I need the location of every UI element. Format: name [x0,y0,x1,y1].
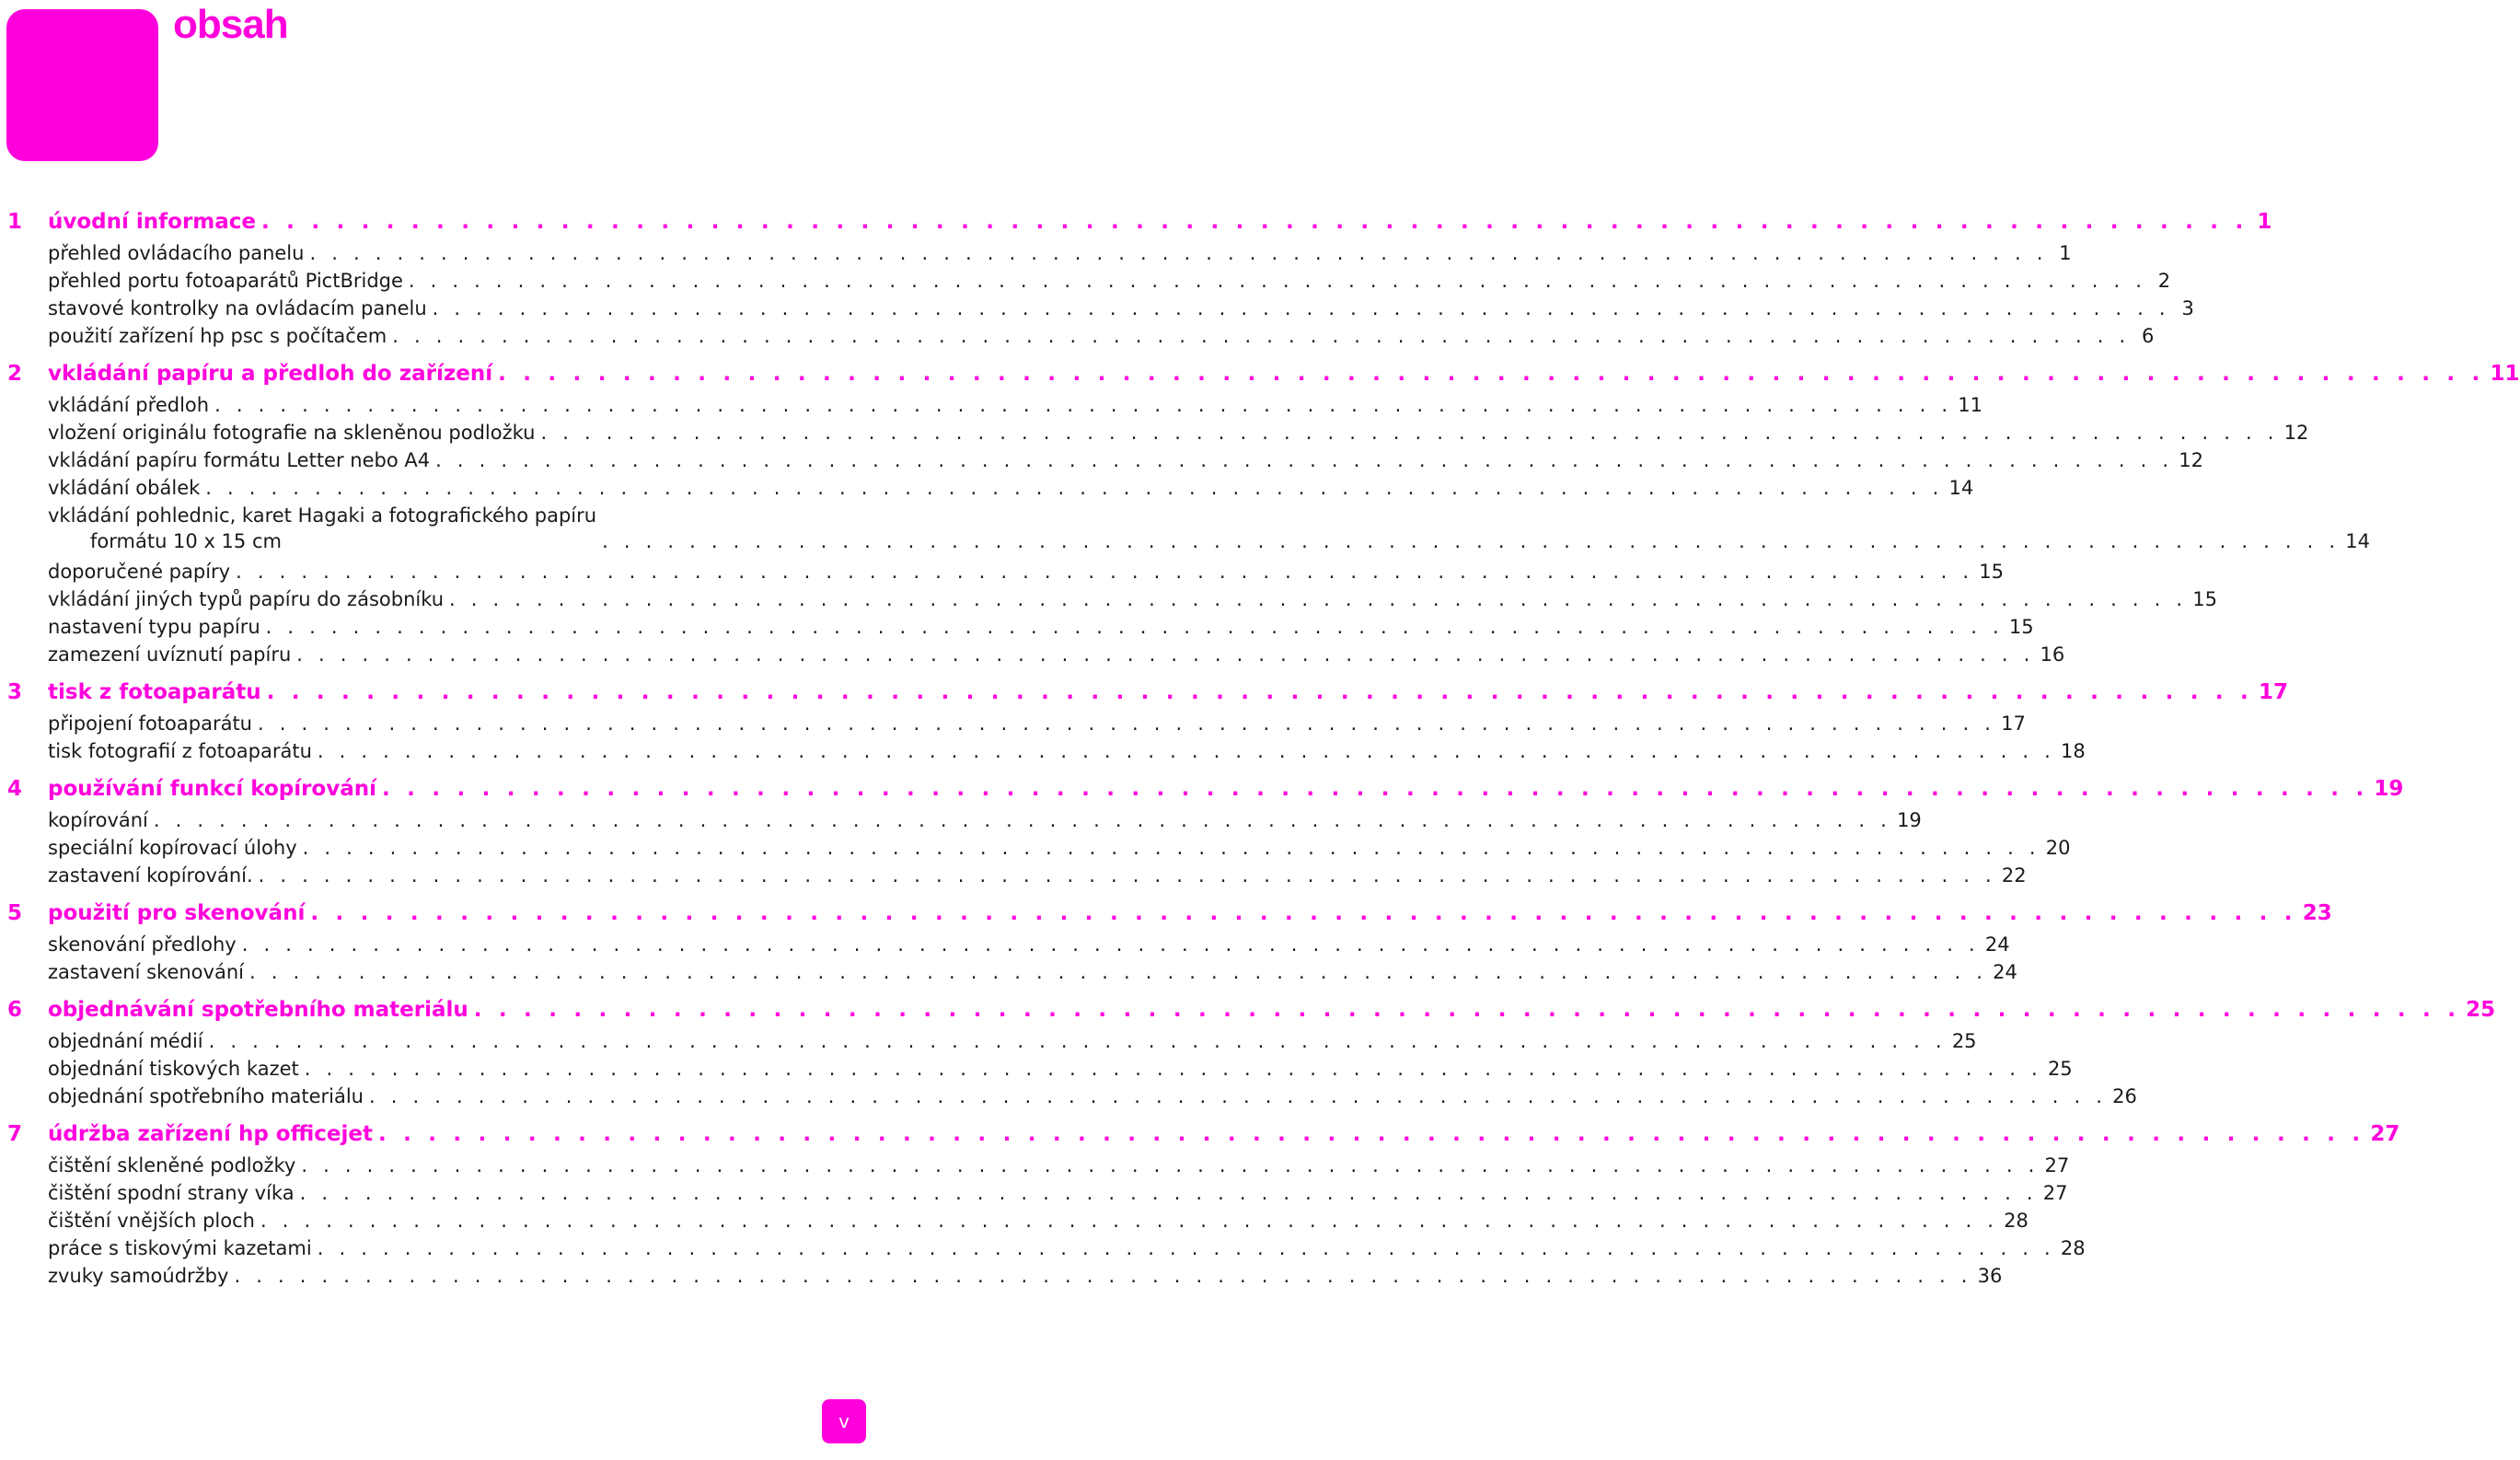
dot-leader: . . . . . . . . . . . . . . . . . . . . . . . . . . . . . . . . . . . . . . . . . . . . . . . . . . . . . . . . . . . . . . . . . . . . . . . . . . . . . . . . [432,297,2170,319]
toc-entry[interactable] [0,933,2010,961]
toc-entry[interactable] [0,961,2017,989]
page-number: 3 [2181,297,2194,319]
page-number: 14 [1948,477,1974,499]
dot-leader: . . . . . . . . . . . . . . . . . . . . . . . . . . . . . . . . . . . . . . . . . . . . . . . . . . . . . . . . . . . . . . . . . . . . . . . . . . . . . . . . [382,777,2369,801]
toc-entry-line [48,242,2072,264]
chapter-number: 2 [7,362,23,386]
page-number: 14 [2345,530,2370,552]
dot-leader: . . . . . . . . . . . . . . . . . . . . . . . . . . . . . . . . . . . . . . . . . . . . . . . . . . . . . . . . . . . . . . . . . . . . . . . . . . . . . . . . [309,242,2048,264]
entry-label: připojení fotoaparátu [48,713,252,735]
chapter-title: použití pro skenování [48,901,306,925]
page-number: 25 [2047,1058,2073,1080]
page-number: 25 [1951,1030,1977,1052]
toc-entry[interactable] [0,504,2370,552]
toc-chapter[interactable] [0,901,2332,929]
chapter-number: 1 [7,210,23,234]
toc-entry-line [48,864,2027,886]
page-number: 15 [1979,561,2005,583]
toc-entry-line [48,837,2071,859]
dot-leader: . . . . . . . . . . . . . . . . . . . . . . . . . . . . . . . . . . . . . . . . . . . . . . . . . . . . . . . . . . . . . . . . . . . . . . . . . . . . . . . . [540,422,2279,444]
page-number: 36 [1977,1265,2003,1287]
toc-entry[interactable] [0,864,2027,892]
toc-entry[interactable] [0,394,1982,422]
dot-leader: . . . . . . . . . . . . . . . . . . . . . . . . . . . . . . . . . . . . . . . . . . . . . . . . . . . . . . . . . . . . . . . . . . . . . . . . . . . . . . . . [310,901,2297,925]
page-number: 27 [2370,1122,2400,1146]
toc-entry-line [48,1058,2073,1080]
toc-entry-line [48,933,2010,956]
toc-entry-line [48,1122,2400,1146]
chapter-title: vkládání papíru a předloh do zařízení [48,362,493,386]
page-number: 24 [1984,933,2010,956]
toc-chapter[interactable] [0,210,2272,238]
toc-entry[interactable] [0,588,2217,616]
toc-entry[interactable] [0,449,2204,477]
entry-label: čištění vnějších ploch [48,1210,255,1232]
page-number: 1 [2257,210,2272,234]
toc-entry-line [48,561,2005,583]
entry-label: tisk fotografií z fotoaparátu [48,740,312,762]
entry-label: doporučené papíry [48,561,231,583]
dot-leader: . . . . . . . . . . . . . . . . . . . . . . . . . . . . . . . . . . . . . . . . . . . . . . . . . . . . . . . . . . . . . . . . . . . . . . . . . . . . . . . . [392,325,2131,347]
dot-leader: . . . . . . . . . . . . . . . . . . . . . . . . . . . . . . . . . . . . . . . . . . . . . . . . . . . . . . . . . . . . . . . . . . . . . . . . . . . . . . . . [236,561,1974,583]
toc-entry-line [48,998,2496,1022]
page-number: 2 [2157,270,2171,292]
page-number: 16 [2040,643,2065,666]
dot-leader: . . . . . . . . . . . . . . . . . . . . . . . . . . . . . . . . . . . . . . . . . . . . . . . . . . . . . . . . . . . . . . . . . . . . . . . . . . . . . . . . [368,1085,2108,1107]
entry-label-continued: formátu 10 x 15 cm [90,530,282,552]
entry-label: čištění skleněné podložky [48,1154,296,1176]
page-number: 12 [2283,422,2309,444]
page-number: 19 [1897,809,1922,831]
toc-entry-line [48,362,2520,386]
toc-entry[interactable] [0,1085,2137,1113]
entry-label: vkládání papíru formátu Letter nebo A4 [48,449,431,471]
toc-entry-line [48,1237,2086,1259]
toc-entry-line [48,713,2026,735]
page-number: 27 [2044,1154,2070,1176]
toc-entry[interactable] [0,1058,2073,1085]
dot-leader: . . . . . . . . . . . . . . . . . . . . . . . . . . . . . . . . . . . . . . . . . . . . . . . . . . . . . . . . . . . . . . . . . . . . . . . . . . . . . . . . [258,713,1996,735]
toc-entry-line [48,1154,2070,1176]
entry-label: skenování předlohy [48,933,237,956]
toc-chapter[interactable] [0,362,2520,389]
toc-entry[interactable] [0,242,2072,270]
page-number: 22 [2001,864,2027,886]
toc-entry[interactable] [0,1154,2070,1182]
chapter-number: 3 [7,680,23,704]
page-number: 27 [2042,1182,2068,1204]
page-number: 19 [2374,777,2404,801]
toc-entry[interactable] [0,477,1974,504]
entry-label: stavové kontrolky na ovládacím panelu [48,297,427,319]
dot-leader: . . . . . . . . . . . . . . . . . . . . . . . . . . . . . . . . . . . . . . . . . . . . . . . . . . . . . . . . . . . . . . . . . . . . . . . . . . . . . . . . [208,1030,1947,1052]
toc-entry-line [48,809,1922,831]
chapter-title: údržba zařízení hp officejet [48,1122,373,1146]
toc-entry-line [48,422,2309,444]
toc-entry-line [48,1030,1977,1052]
entry-label: nastavení typu papíru [48,616,260,638]
toc-chapter[interactable] [0,1122,2400,1150]
toc-entry[interactable] [0,1210,2029,1237]
dot-leader: . . . . . . . . . . . . . . . . . . . . . . . . . . . . . . . . . . . . . . . . . . . . . . . . . . . . . . . . . . . . . . . . . . . . . . . . . . . . . . . . [258,864,1996,886]
dot-leader: . . . . . . . . . . . . . . . . . . . . . . . . . . . . . . . . . . . . . . . . . . . . . . . . . . . . . . . . . . . . . . . . . . . . . . . . . . . . . . . . [214,394,1953,416]
toc-entry[interactable] [0,297,2194,325]
chapter-number: 6 [7,998,23,1022]
dot-leader: . . . . . . . . . . . . . . . . . . . . . . . . . . . . . . . . . . . . . . . . . . . . . . . . . . . . . . . . . . . . . . . . . . . . . . . . . . . . . . . . [602,530,2341,552]
page-number: 12 [2179,449,2204,471]
toc-entry-line [48,643,2065,666]
entry-label: použití zařízení hp psc s počítačem [48,325,387,347]
dot-leader: . . . . . . . . . . . . . . . . . . . . . . . . . . . . . . . . . . . . . . . . . . . . . . . . . . . . . . . . . . . . . . . . . . . . . . . . . . . . . . . . [241,933,1980,956]
toc-entry-line [48,588,2217,610]
entry-label: vkládání jiných typů papíru do zásobníku [48,588,445,610]
page-number: 15 [2008,616,2034,638]
page-number: 20 [2045,837,2071,859]
chapter-number: 4 [7,777,23,801]
page-number: 25 [2466,998,2496,1022]
chapter-title: tisk z fotoaparátu [48,680,261,704]
dot-leader: . . . . . . . . . . . . . . . . . . . . . . . . . . . . . . . . . . . . . . . . . . . . . . . . . . . . . . . . . . . . . . . . . . . . . . . . . . . . . . . . [449,588,2188,610]
page-number: 17 [2258,680,2288,704]
page-number: 11 [2490,362,2520,386]
entry-label: zastavení skenování [48,961,244,983]
dot-leader: . . . . . . . . . . . . . . . . . . . . . . . . . . . . . . . . . . . . . . . . . . . . . . . . . . . . . . . . . . . . . . . . . . . . . . . . . . . . . . . . [408,270,2147,292]
toc-entry-line [48,961,2017,983]
dot-leader: . . . . . . . . . . . . . . . . . . . . . . . . . . . . . . . . . . . . . . . . . . . . . . . . . . . . . . . . . . . . . . . . . . . . . . . . . . . . . . . . [301,1154,2040,1176]
toc-entry[interactable] [0,616,2034,643]
dot-leader: . . . . . . . . . . . . . . . . . . . . . . . . . . . . . . . . . . . . . . . . . . . . . . . . . . . . . . . . . . . . . . . . . . . . . . . . . . . . . . . . [377,1122,2365,1146]
toc-entry-line [48,1265,2003,1287]
toc-chapter[interactable] [0,998,2496,1025]
dot-leader: . . . . . . . . . . . . . . . . . . . . . . . . . . . . . . . . . . . . . . . . . . . . . . . . . . . . . . . . . . . . . . . . . . . . . . . . . . . . . . . . [302,837,2040,859]
dot-leader: . . . . . . . . . . . . . . . . . . . . . . . . . . . . . . . . . . . . . . . . . . . . . . . . . . . . . . . . . . . . . . . . . . . . . . . . . . . . . . . . [153,809,1892,831]
entry-label: vkládání předloh [48,394,210,416]
entry-label: práce s tiskovými kazetami [48,1237,312,1259]
dot-leader: . . . . . . . . . . . . . . . . . . . . . . . . . . . . . . . . . . . . . . . . . . . . . . . . . . . . . . . . . . . . . . . . . . . . . . . . . . . . . . . . [299,1182,2038,1204]
chapter-title: úvodní informace [48,210,257,234]
chapter-number: 7 [7,1122,23,1146]
entry-label: kopírování [48,809,148,831]
page-number: 26 [2112,1085,2137,1107]
corner-color-block [6,9,158,161]
page-number: 28 [2060,1237,2086,1259]
page-number: 6 [2142,325,2155,347]
toc-entry-line [48,449,2204,471]
page-number: 28 [2004,1210,2029,1232]
toc-entry-line [48,394,1982,416]
entry-label: speciální kopírovací úlohy [48,837,297,859]
toc-entry-line [48,1182,2068,1204]
page-number: 17 [2001,713,2026,735]
toc-entry-line [48,325,2155,347]
toc-entry-line [48,1210,2029,1232]
entry-label: přehled portu fotoaparátů PictBridge [48,270,403,292]
entry-label: zvuky samoúdržby [48,1265,229,1287]
dot-leader: . . . . . . . . . . . . . . . . . . . . . . . . . . . . . . . . . . . . . . . . . . . . . . . . . . . . . . . . . . . . . . . . . . . . . . . . . . . . . . . . [266,680,2253,704]
entry-label: objednání médií [48,1030,203,1052]
entry-label: čištění spodní strany víka [48,1182,295,1204]
toc-entry-line [48,740,2086,762]
toc-entry[interactable] [0,1265,2003,1292]
entry-label: přehled ovládacího panelu [48,242,305,264]
toc-entry[interactable] [0,1237,2086,1265]
dot-leader: . . . . . . . . . . . . . . . . . . . . . . . . . . . . . . . . . . . . . . . . . . . . . . . . . . . . . . . . . . . . . . . . . . . . . . . . . . . . . . . . [261,210,2248,234]
toc-entry-line [48,270,2171,292]
page-number: 11 [1958,394,1982,416]
toc-entry[interactable] [0,325,2155,353]
toc-chapter[interactable] [0,777,2404,805]
page-number: 24 [1993,961,2017,983]
dot-leader: . . . . . . . . . . . . . . . . . . . . . . . . . . . . . . . . . . . . . . . . . . . . . . . . . . . . . . . . . . . . . . . . . . . . . . . . . . . . . . . . [498,362,2485,386]
toc-entry-line [48,901,2332,925]
toc-entry-line [48,504,2370,552]
chapter-title: používání funkcí kopírování [48,777,377,801]
dot-leader: . . . . . . . . . . . . . . . . . . . . . . . . . . . . . . . . . . . . . . . . . . . . . . . . . . . . . . . . . . . . . . . . . . . . . . . . . . . . . . . . [265,616,2004,638]
dot-leader: . . . . . . . . . . . . . . . . . . . . . . . . . . . . . . . . . . . . . . . . . . . . . . . . . . . . . . . . . . . . . . . . . . . . . . . . . . . . . . . . [435,449,2174,471]
toc-entry-line [48,1085,2137,1107]
dot-leader: . . . . . . . . . . . . . . . . . . . . . . . . . . . . . . . . . . . . . . . . . . . . . . . . . . . . . . . . . . . . . . . . . . . . . . . . . . . . . . . . [296,643,2035,666]
toc-entry[interactable] [0,740,2086,768]
toc-entry[interactable] [0,561,2005,588]
page-number: 18 [2061,740,2086,762]
dot-leader: . . . . . . . . . . . . . . . . . . . . . . . . . . . . . . . . . . . . . . . . . . . . . . . . . . . . . . . . . . . . . . . . . . . . . . . . . . . . . . . . [317,740,2056,762]
page-number: 1 [2059,242,2072,264]
toc-entry-line [48,616,2034,638]
toc-entry-line [48,210,2272,234]
chapter-number: 5 [7,901,23,925]
dot-leader: . . . . . . . . . . . . . . . . . . . . . . . . . . . . . . . . . . . . . . . . . . . . . . . . . . . . . . . . . . . . . . . . . . . . . . . . . . . . . . . . [473,998,2461,1022]
toc-entry-line [48,777,2404,801]
toc-entry[interactable] [0,809,1922,837]
toc-entry-line [48,297,2194,319]
dot-leader: . . . . . . . . . . . . . . . . . . . . . . . . . . . . . . . . . . . . . . . . . . . . . . . . . . . . . . . . . . . . . . . . . . . . . . . . . . . . . . . . [317,1237,2055,1259]
toc-entry[interactable] [0,643,2065,671]
toc-entry-line [48,680,2288,704]
toc-entry[interactable] [0,837,2071,864]
page-title: obsah [173,2,288,47]
dot-leader: . . . . . . . . . . . . . . . . . . . . . . . . . . . . . . . . . . . . . . . . . . . . . . . . . . . . . . . . . . . . . . . . . . . . . . . . . . . . . . . . [260,1210,1999,1232]
dot-leader: . . . . . . . . . . . . . . . . . . . . . . . . . . . . . . . . . . . . . . . . . . . . . . . . . . . . . . . . . . . . . . . . . . . . . . . . . . . . . . . . [304,1058,2042,1080]
toc-entry[interactable] [0,713,2026,740]
entry-label: zamezení uvíznutí papíru [48,643,292,666]
toc-entry[interactable] [0,270,2171,297]
page-number: 23 [2302,901,2332,925]
entry-label: zastavení kopírování. [48,864,253,886]
page-number-badge: v [822,1399,866,1443]
toc-entry-line [48,477,1974,499]
toc-entry[interactable] [0,1030,1977,1058]
entry-label: objednání spotřebního materiálu [48,1085,364,1107]
entry-label: vkládání obálek [48,477,201,499]
entry-label: vložení originálu fotografie na skleněnou podložku [48,422,536,444]
toc-chapter[interactable] [0,680,2288,708]
dot-leader: . . . . . . . . . . . . . . . . . . . . . . . . . . . . . . . . . . . . . . . . . . . . . . . . . . . . . . . . . . . . . . . . . . . . . . . . . . . . . . . . [234,1265,1972,1287]
dot-leader: . . . . . . . . . . . . . . . . . . . . . . . . . . . . . . . . . . . . . . . . . . . . . . . . . . . . . . . . . . . . . . . . . . . . . . . . . . . . . . . . [205,477,1944,499]
chapter-title: objednávání spotřebního materiálu [48,998,468,1022]
entry-label: objednání tiskových kazet [48,1058,299,1080]
page-number: 15 [2192,588,2217,610]
dot-leader: . . . . . . . . . . . . . . . . . . . . . . . . . . . . . . . . . . . . . . . . . . . . . . . . . . . . . . . . . . . . . . . . . . . . . . . . . . . . . . . . [249,961,1988,983]
toc-entry[interactable] [0,1182,2068,1210]
toc-entry[interactable] [0,422,2309,449]
entry-label: vkládání pohlednic, karet Hagaki a fotografického papíru [48,504,597,527]
